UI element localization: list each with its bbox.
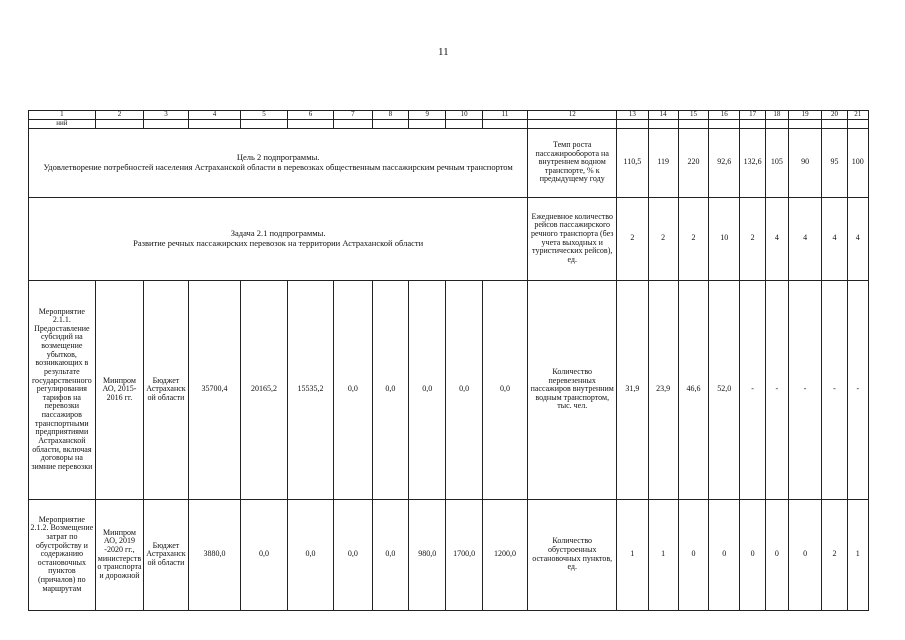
activity-value: 0 [709, 499, 740, 610]
activity-amount: 3880,0 [188, 499, 241, 610]
goal-value: 132,6 [740, 128, 765, 197]
activity-amount: 1700,0 [446, 499, 482, 610]
col-header: 21 [847, 111, 868, 120]
goal-cell [29, 128, 528, 197]
activity-executor: Минпром АО, 2015-2016 гг. [95, 280, 144, 499]
col-header: 9 [409, 111, 446, 120]
task-value: 2 [740, 197, 765, 280]
continuation-row [29, 120, 869, 129]
activity-value: 0 [678, 499, 708, 610]
col-header: 2 [95, 111, 144, 120]
activity-value: 1 [847, 499, 868, 610]
goal-text: Удовлетворение потребностей населения Астраханской области в перевозках общественным пассажирским речным транспортом [43, 161, 513, 172]
activity-value: - [740, 280, 765, 499]
col-header: 11 [482, 111, 527, 120]
activity-amount: 980,0 [409, 499, 446, 610]
col-header: 10 [446, 111, 482, 120]
goal-value: 105 [765, 128, 788, 197]
task-value: 2 [678, 197, 708, 280]
goal-value: 220 [678, 128, 708, 197]
goal-value: 100 [847, 128, 868, 197]
activity-value: - [822, 280, 847, 499]
col-header: 17 [740, 111, 765, 120]
activity-value: 0 [740, 499, 765, 610]
activity-amount: 0,0 [482, 280, 527, 499]
goal-value: 110,5 [617, 128, 648, 197]
activity-amount: 15535,2 [287, 280, 333, 499]
col-header: 5 [241, 111, 287, 120]
col-header: 20 [822, 111, 847, 120]
activity-amount: 0,0 [334, 280, 372, 499]
col-header: 12 [528, 111, 617, 120]
activity-amount: 0,0 [241, 499, 287, 610]
program-table [28, 110, 869, 611]
activity-amount: 1200,0 [482, 499, 527, 610]
activity-amount: 35700,4 [188, 280, 241, 499]
activity-source: Бюджет Астраханской области [144, 499, 188, 610]
task-value: 10 [709, 197, 740, 280]
goal-value: 119 [648, 128, 678, 197]
activity-executor: Минпром АО, 2019 -2020 гг., министерство транспорта и дорожной [95, 499, 144, 610]
activity-amount: 20165,2 [241, 280, 287, 499]
activity-value: 2 [822, 499, 847, 610]
goal-row [29, 128, 869, 197]
task-value: 2 [648, 197, 678, 280]
activity-value: 0 [765, 499, 788, 610]
task-row [29, 197, 869, 280]
activity-amount: 0,0 [372, 280, 408, 499]
activity-amount: 0,0 [372, 499, 408, 610]
activity-row [29, 280, 869, 499]
col-header: 8 [372, 111, 408, 120]
task-value: 2 [617, 197, 648, 280]
activity-indicator: Количество обустроенных остановочных пунктов, ед. [528, 499, 617, 610]
col-header: 13 [617, 111, 648, 120]
activity-value: 52,0 [709, 280, 740, 499]
activity-source: Бюджет Астраханской области [144, 280, 188, 499]
activity-name: Мероприятие 2.1.2. Возмещение затрат по обустройству и содержанию остановочных пунктов (причалов) по маршрутам [29, 499, 96, 610]
col-header: 14 [648, 111, 678, 120]
col-header: 15 [678, 111, 708, 120]
col-header: 4 [188, 111, 241, 120]
goal-indicator: Темп роста пассажирооборота на внутреннем водном транспорте, % к предыдущему году [528, 128, 617, 197]
activity-amount: 0,0 [446, 280, 482, 499]
continuation-text: ний [29, 120, 96, 129]
activity-value: 1 [617, 499, 648, 610]
task-cell [29, 197, 528, 280]
activity-value: 31,9 [617, 280, 648, 499]
col-header: 16 [709, 111, 740, 120]
task-value: 4 [822, 197, 847, 280]
goal-value: 90 [788, 128, 821, 197]
activity-value: - [788, 280, 821, 499]
col-header: 7 [334, 111, 372, 120]
activity-value: 1 [648, 499, 678, 610]
column-number-row [29, 111, 869, 120]
page-number: 11 [438, 46, 449, 58]
activity-value: - [765, 280, 788, 499]
goal-title: Цель 2 подпрограммы. [236, 151, 320, 162]
task-indicator: Ежедневное количество рейсов пассажирского речного транспорта (без учета выходных и туристических рейсов), ед. [528, 197, 617, 280]
task-value: 4 [788, 197, 821, 280]
activity-row [29, 499, 869, 610]
task-value: 4 [765, 197, 788, 280]
task-value: 4 [847, 197, 868, 280]
col-header: 18 [765, 111, 788, 120]
activity-value: 46,6 [678, 280, 708, 499]
activity-name: Мероприятие 2.1.1. Предоставление субсидий на возмещение убытков, возникающих в результате государственного регулирования тарифов на перевозки пассажиров транспортными предприятиями Астраханской области, включая договоры на зимние перевозки [29, 280, 96, 499]
task-text: Развитие речных пассажирских перевозок на территории Астраханской области [133, 237, 424, 248]
col-header: 3 [144, 111, 188, 120]
activity-amount: 0,0 [287, 499, 333, 610]
activity-value: - [847, 280, 868, 499]
activity-value: 23,9 [648, 280, 678, 499]
col-header: 1 [29, 111, 96, 120]
activity-amount: 0,0 [334, 499, 372, 610]
col-header: 6 [287, 111, 333, 120]
activity-amount: 0,0 [409, 280, 446, 499]
col-header: 19 [788, 111, 821, 120]
goal-value: 95 [822, 128, 847, 197]
task-title: Задача 2.1 подпрограммы. [230, 227, 326, 238]
activity-indicator: Количество перевезенных пассажиров внутренним водным транспортом, тыс. чел. [528, 280, 617, 499]
goal-value: 92,6 [709, 128, 740, 197]
activity-value: 0 [788, 499, 821, 610]
